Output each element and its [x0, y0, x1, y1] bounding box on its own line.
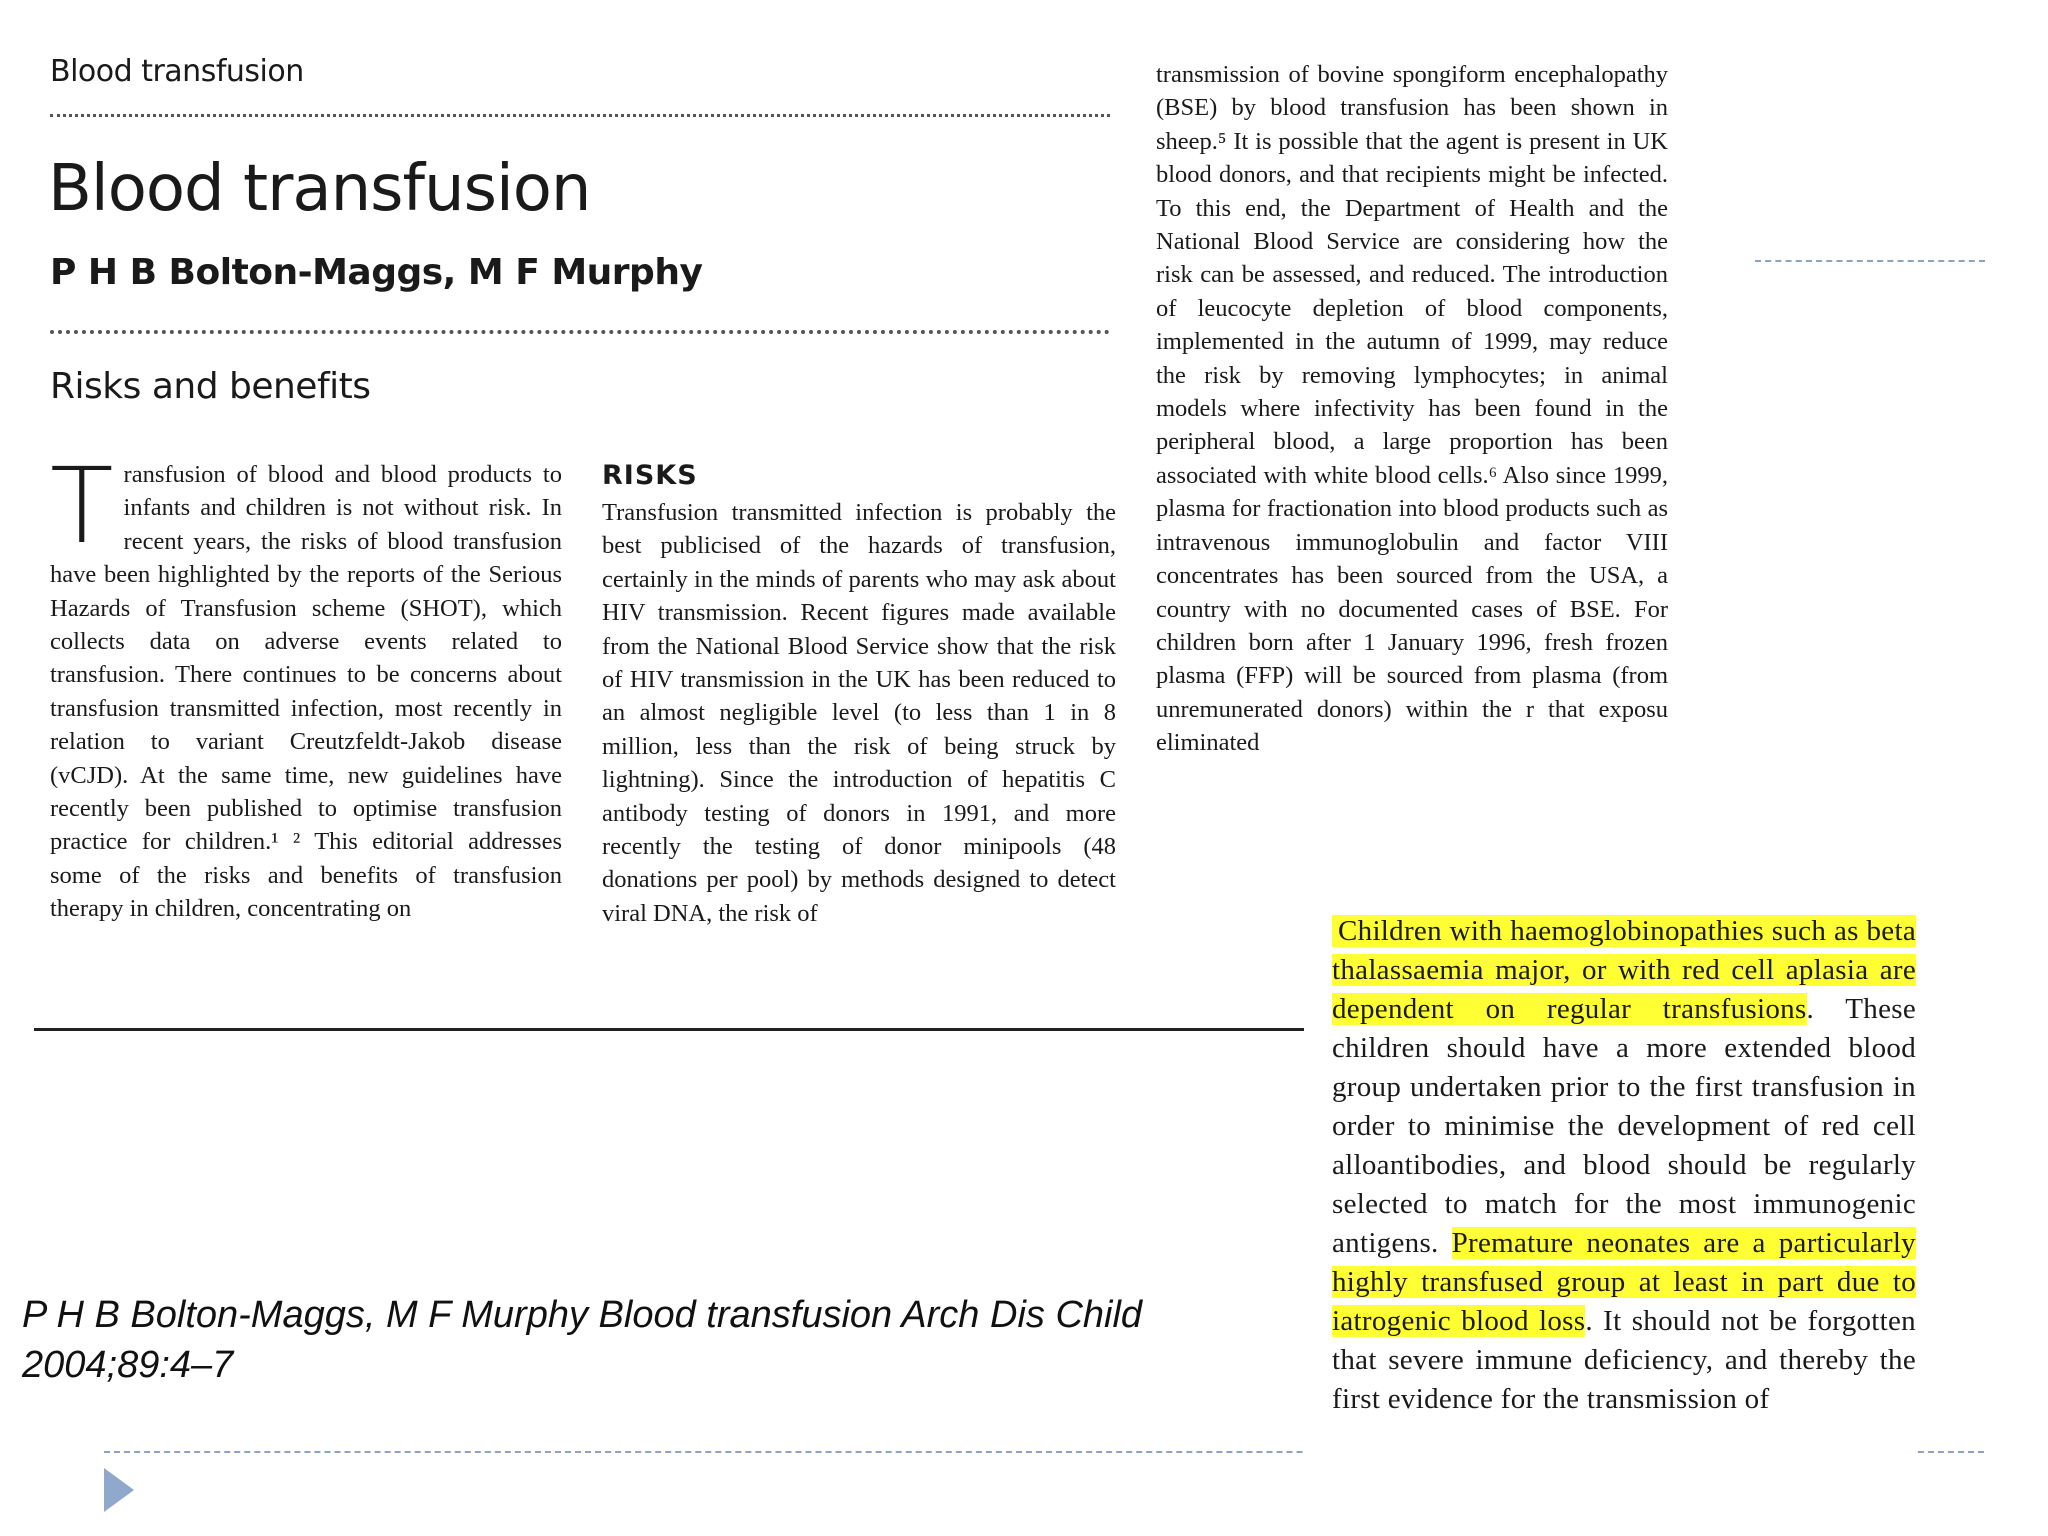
highlight-premature-neonates: Premature neonates are a particularly highly transfused group at least in part due to iatrogenic blood loss: [1332, 1227, 1916, 1337]
article-column-2: [602, 496, 1116, 1028]
highlighted-excerpt: [1304, 904, 1916, 1524]
excerpt-text-middle: . These children should have a more extended blood group undertaken prior to the first transfusion in order to minimise the development of red cell alloantibodies, and blood should be regularly selected to match for the most immunogenic antigens.: [1332, 993, 1916, 1259]
citation-line-1: P H B Bolton-Maggs, M F Murphy Blood transfusion Arch Dis Child: [22, 1294, 1143, 1336]
article-title: Blood transfusion: [48, 152, 591, 226]
column-1-text: ransfusion of blood and blood products to infants and children is not without risk. In recent years, the risks of blood transfusion have been highlighted by the reports of the Serious Hazards of Transfusion scheme (SHOT), which collects data on adverse events related to transfusion. There continues to be concerns about transfusion transmitted infection, most recently in relation to variant Creutzfeldt-Jakob disease (vCJD). At the same time, new guidelines have recently been published to optimise transfusion practice for children.¹ ² This editorial addresses some of the risks and benefits of transfusion therapy in children, concentrating on: [50, 461, 562, 923]
column-2-text: Transfusion transmitted infection is probably the best publicised of the hazards of transfusion, certainly in the minds of parents who may ask about HIV transmission. Recent figures made available from the National Blood Service show that the risk of HIV transmission in the UK has been reduced to an almost negligible level (to less than 1 in 8 million, less than the risk of being struck by lightning). Since the introduction of hepatitis C antibody testing of donors in 1991, and more recently the testing of donor minipools (48 donations per pool) by methods designed to detect viral DNA, the risk of: [602, 499, 1116, 927]
excerpt-text-tail: . It should not be forgotten that severe immune deficiency, and thereby the first evidence for the transmission of: [1332, 1305, 1916, 1415]
triangle-bullet-icon: [104, 1468, 134, 1512]
drop-cap: T: [50, 458, 114, 567]
section-title: Risks and benefits: [50, 366, 371, 407]
article-column-1: [50, 458, 562, 1028]
article-column-3: [1156, 58, 1668, 1028]
citation-line-2: 2004;89:4–7: [22, 1344, 234, 1386]
citation: [22, 1290, 1142, 1390]
title-rule: [50, 330, 1110, 334]
slide-rule-top-right: [1755, 260, 1985, 262]
running-head-rule: [50, 114, 1110, 117]
column-3-text: transmission of bovine spongiform encephalopathy (BSE) by blood transfusion has been shown in sheep.⁵ It is possible that the agent is present in UK blood donors, and that recipients might be infected. To this end, the Department of Health and the National Blood Service are considering how the risk can be assessed, and reduced. The introduction of leucocyte depletion of blood components, implemented in the autumn of 1999, may reduce the risk by removing lymphocytes; in animal models where infectivity has been found in the peripheral blood, a large proportion has been associated with white blood cells.⁶ Also since 1999, plasma for fractionation into blood products such as intravenous immunoglobulin and factor VIII concentrates has been sourced from the USA, a country with no documented cases of BSE. For children born after 1 January 1996, fresh frozen plasma (FFP) will be sourced from plasma (from unremunerated donors) within the r that exposu eliminated: [1156, 61, 1668, 757]
article-authors: P H B Bolton-Maggs, M F Murphy: [50, 252, 703, 293]
running-head: Blood transfusion: [50, 54, 304, 89]
risks-heading: RISKS: [602, 460, 698, 491]
crop-line: [34, 1028, 1304, 1031]
highlight-haemoglobinopathies: Children with haemoglobinopathies such as beta thalassaemia major, or with red cell aplasia are dependent on regular transfusions: [1332, 915, 1916, 1025]
